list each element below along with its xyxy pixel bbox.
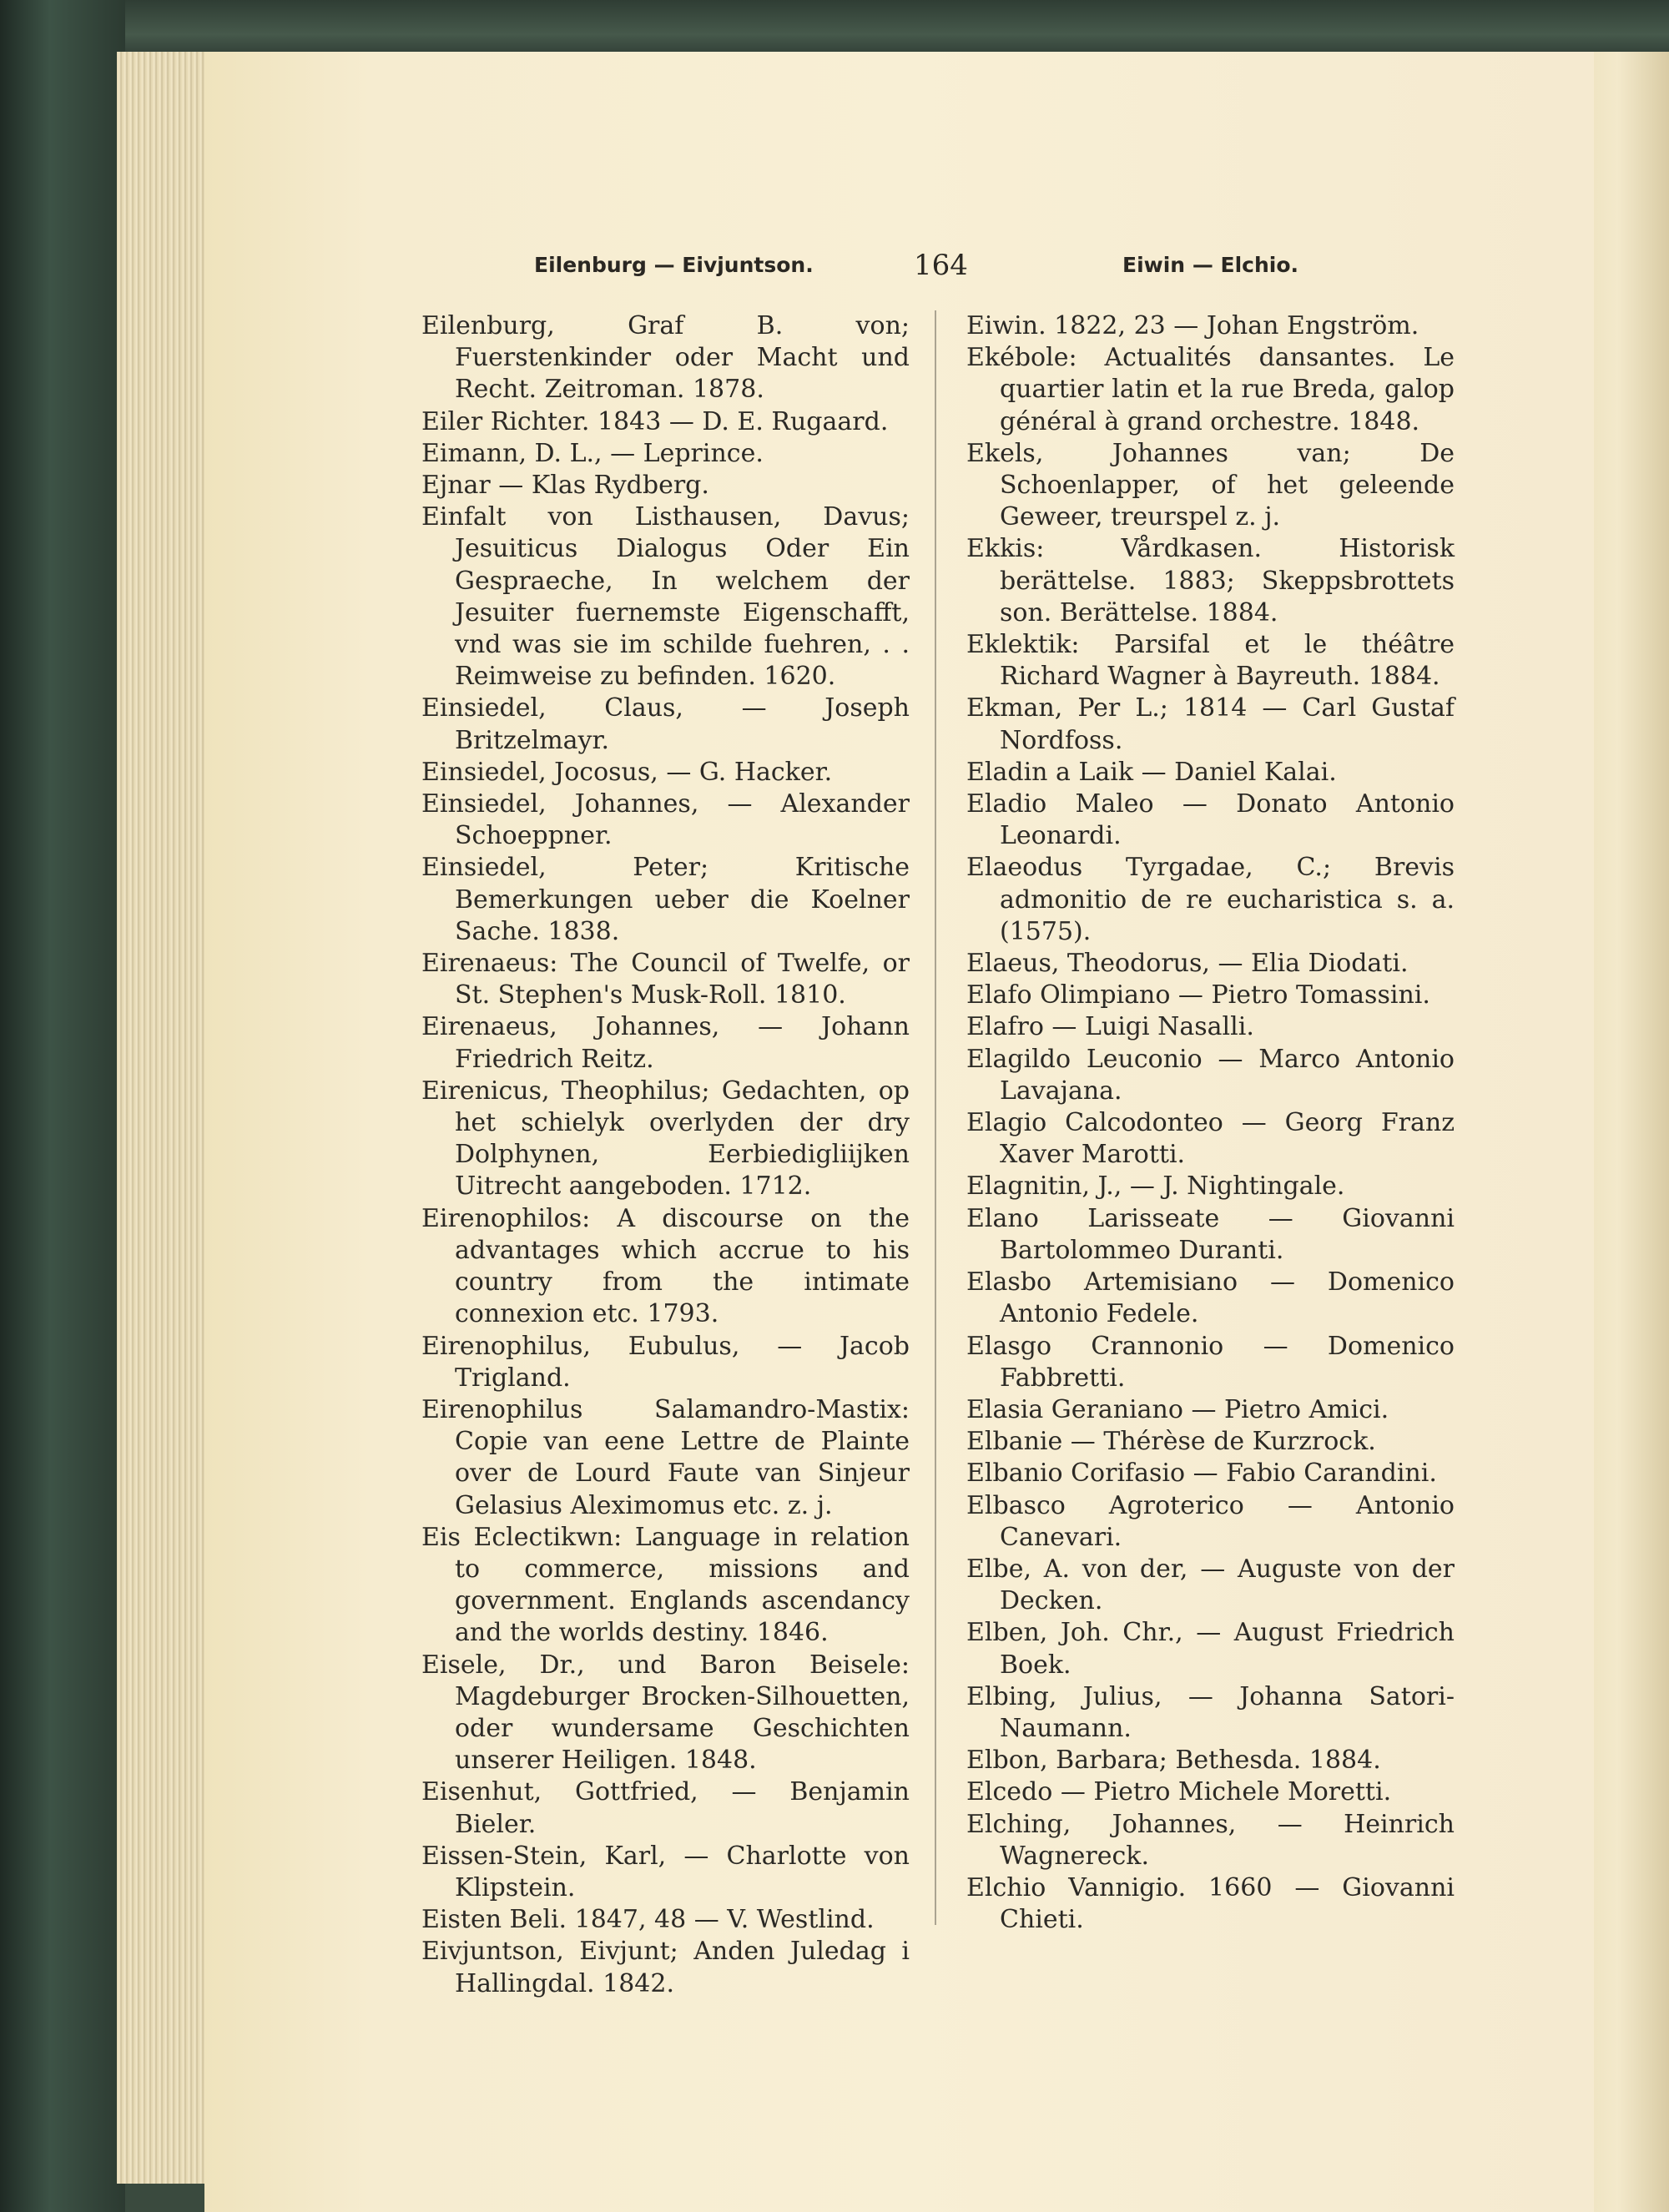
catalog-entry: Elbon, Barbara; Bethesda. 1884. xyxy=(966,1746,1381,1776)
column-divider xyxy=(935,310,936,1925)
catalog-entry: Eirenicus, Theophilus; Gedachten, op het schielyk overlyden der dry Dolphynen, Eerbiedigliijken Uitrecht aangeboden. 1712. xyxy=(421,1076,910,1202)
catalog-entry: Ekkis: Vårdkasen. Historisk berättelse. 1883; Skeppsbrottets son. Berättelse. 1884. xyxy=(966,534,1455,627)
catalog-entry: Eirenophilus, Eubulus, — Jacob Trigland. xyxy=(421,1331,910,1393)
catalog-entry: Ekébole: Actualités dansantes. Le quartier latin et la rue Breda, galop général à grand orchestre. 1848. xyxy=(966,343,1455,436)
right-column xyxy=(966,310,1455,1936)
catalog-entry: Elaeus, Theodorus, — Elia Diodati. xyxy=(966,949,1409,979)
catalog-entry: Eirenophilus Salamandro-Mastix: Copie van eene Lettre de Plainte over de Lourd Faute van Sinjeur Gelasius Aleximomus etc. z. j. xyxy=(421,1394,910,1520)
catalog-entry: Einsiedel, Jocosus, — G. Hacker. xyxy=(421,757,833,787)
catalog-entry: Ejnar — Klas Rydberg. xyxy=(421,471,709,501)
catalog-entry: Elasgo Crannonio — Domenico Fabbretti. xyxy=(966,1331,1455,1393)
catalog-entry: Eimann, D. L., — Leprince. xyxy=(421,438,764,468)
catalog-entry: Einfalt von Listhausen, Davus; Jesuiticus Dialogus Oder Ein Gespraeche, In welchem der Jesuiter fuernemste Eigenschafft, vnd was sie im schilde fuehren, . . Reimweise zu befinden. 1620. xyxy=(421,502,910,692)
catalog-entry: Elcedo — Pietro Michele Moretti. xyxy=(966,1777,1392,1807)
catalog-entry: Elbe, A. von der, — Auguste von der Decken. xyxy=(966,1554,1455,1616)
catalog-entry: Elaeodus Tyrgadae, C.; Brevis admonitio de re eucharistica s. a. (1575). xyxy=(966,853,1455,946)
catalog-entry: Eirenaeus: The Council of Twelfe, or St. Stephen's Musk-Roll. 1810. xyxy=(421,949,910,1010)
catalog-entry: Eiler Richter. 1843 — D. E. Rugaard. xyxy=(421,406,889,436)
catalog-entry: Einsiedel, Johannes, — Alexander Schoeppner. xyxy=(421,789,910,851)
catalog-entry: Eirenaeus, Johannes, — Johann Friedrich Reitz. xyxy=(421,1012,910,1074)
catalog-entry: Elben, Joh. Chr., — August Friedrich Boek. xyxy=(966,1618,1455,1680)
catalog-entry: Elbing, Julius, — Johanna Satori-Naumann. xyxy=(966,1681,1455,1743)
catalog-entry: Eisten Beli. 1847, 48 — V. Westlind. xyxy=(421,1905,875,1935)
left-column xyxy=(421,310,910,2000)
catalog-entry: Eivjuntson, Eivjunt; Anden Juledag i Hallingdal. 1842. xyxy=(421,1937,910,1998)
catalog-entry: Eis Eclectikwn: Language in relation to commerce, missions and government. Englands ascendancy and the worlds destiny. 1846. xyxy=(421,1522,910,1648)
catalog-entry: Elchio Vannigio. 1660 — Giovanni Chieti. xyxy=(966,1872,1455,1935)
catalog-entry: Eisele, Dr., und Baron Beisele: Magdeburger Brocken-Silhouetten, oder wundersame Geschichten unserer Heiligen. 1848. xyxy=(421,1650,910,1776)
book-binding-spine xyxy=(0,0,125,2212)
catalog-entry: Eklektik: Parsifal et le théâtre Richard Wagner à Bayreuth. 1884. xyxy=(966,630,1455,692)
catalog-entry: Eisenhut, Gottfried, — Benjamin Bieler. xyxy=(421,1777,910,1839)
catalog-entry: Elbanio Corifasio — Fabio Carandini. xyxy=(966,1459,1437,1489)
catalog-entry: Ekman, Per L.; 1814 — Carl Gustaf Nordfoss. xyxy=(966,693,1455,755)
running-head-right: Eiwin — Elchio. xyxy=(1122,253,1299,277)
page-edges xyxy=(117,52,209,2184)
catalog-entry: Eirenophilos: A discourse on the advantages which accrue to his country from the intimate connexion etc. 1793. xyxy=(421,1203,910,1329)
catalog-entry: Einsiedel, Peter; Kritische Bemerkungen ueber die Koelner Sache. 1838. xyxy=(421,853,910,946)
catalog-entry: Eladin a Laik — Daniel Kalai. xyxy=(966,757,1337,787)
catalog-entry: Elagildo Leuconio — Marco Antonio Lavajana. xyxy=(966,1044,1455,1106)
catalog-entry: Eladio Maleo — Donato Antonio Leonardi. xyxy=(966,789,1455,851)
catalog-entry: Elasia Geraniano — Pietro Amici. xyxy=(966,1394,1389,1424)
catalog-entry: Einsiedel, Claus, — Joseph Britzelmayr. xyxy=(421,693,910,755)
catalog-entry: Elching, Johannes, — Heinrich Wagnereck. xyxy=(966,1809,1455,1871)
catalog-entry: Ekels, Johannes van; De Schoenlapper, of het geleende Geweer, treurspel z. j. xyxy=(966,438,1455,532)
catalog-entry: Eiwin. 1822, 23 — Johan Engström. xyxy=(966,311,1419,340)
running-head-left: Eilenburg — Eivjuntson. xyxy=(534,253,814,277)
catalog-entry: Elagnitin, J., — J. Nightingale. xyxy=(966,1172,1345,1202)
catalog-entry: Elano Larisseate — Giovanni Bartolommeo Duranti. xyxy=(966,1203,1455,1265)
catalog-entry: Elbanie — Thérèse de Kurzrock. xyxy=(966,1427,1376,1457)
catalog-entry: Elasbo Artemisiano — Domenico Antonio Fedele. xyxy=(966,1267,1455,1329)
catalog-entry: Elafo Olimpiano — Pietro Tomassini. xyxy=(966,980,1430,1010)
catalog-entry: Eissen-Stein, Karl, — Charlotte von Klipstein. xyxy=(421,1841,910,1902)
catalog-entry: Elbasco Agroterico — Antonio Canevari. xyxy=(966,1490,1455,1552)
facing-page-edge xyxy=(1590,52,1669,2212)
page-number: 164 xyxy=(914,249,968,282)
catalog-entry: Elafro — Luigi Nasalli. xyxy=(966,1012,1254,1042)
catalog-entry: Elagio Calcodonteo — Georg Franz Xaver Marotti. xyxy=(966,1108,1455,1170)
catalog-entry: Eilenburg, Graf B. von; Fuerstenkinder oder Macht und Recht. Zeitroman. 1878. xyxy=(421,311,910,405)
